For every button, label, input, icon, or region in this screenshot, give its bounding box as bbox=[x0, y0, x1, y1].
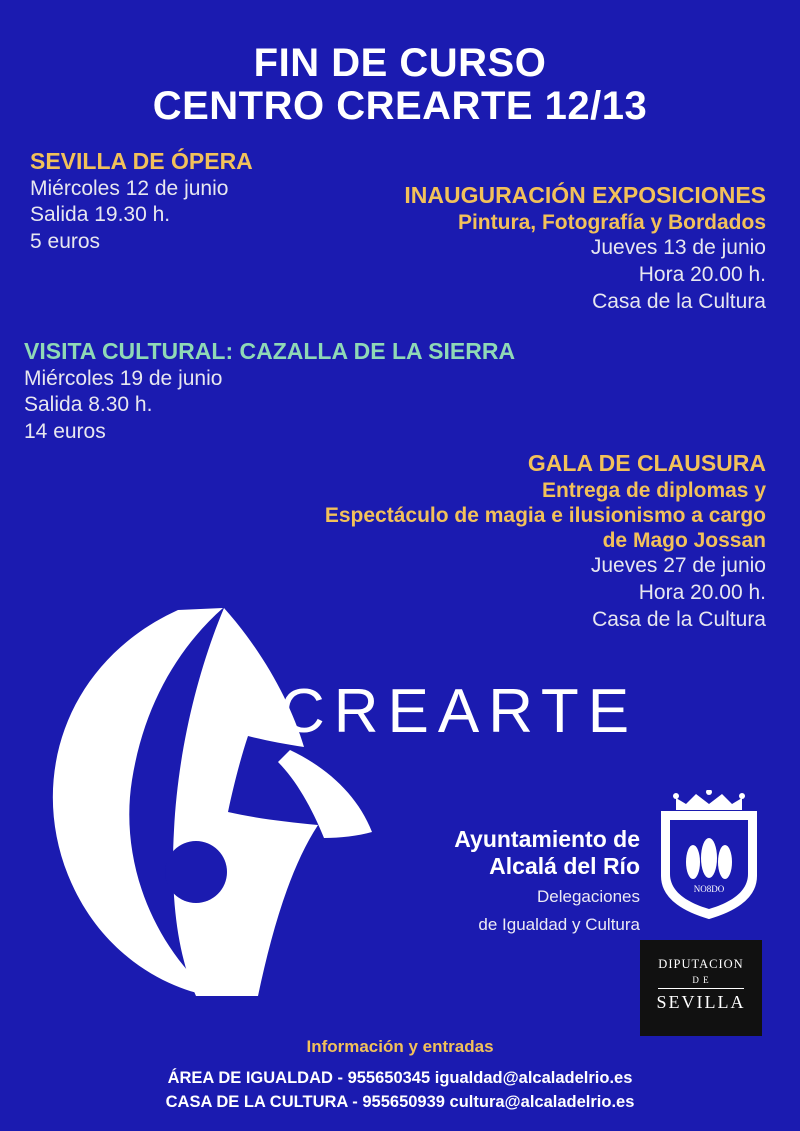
crearte-logo bbox=[28, 600, 648, 1000]
event-heading: GALA DE CLAUSURA bbox=[527, 450, 766, 476]
svg-text:NO8DO: NO8DO bbox=[693, 884, 725, 894]
event-place: Casa de la Cultura bbox=[592, 289, 766, 313]
event-date: Jueves 13 de junio bbox=[590, 235, 766, 259]
event-price: 5 euros bbox=[30, 230, 101, 254]
ayuntamiento-line-1: Ayuntamiento de bbox=[454, 826, 640, 852]
event-heading: VISITA CULTURAL: CAZALLA DE LA SIERRA bbox=[24, 338, 516, 364]
footer-contact-line-2: CASA DE LA CULTURA - 955650939 cultura@alcaladelrio.es bbox=[165, 1093, 635, 1112]
event-price: 14 euros bbox=[24, 420, 106, 444]
page-title bbox=[0, 42, 800, 128]
event-visita-cultural bbox=[24, 338, 515, 446]
event-heading: SEVILLA DE ÓPERA bbox=[30, 148, 253, 174]
event-time: Salida 19.30 h. bbox=[30, 203, 171, 227]
event-subheading-1: Entrega de diplomas y bbox=[541, 478, 766, 502]
event-date: Miércoles 19 de junio bbox=[24, 366, 223, 390]
diputacion-line-3: SEVILLA bbox=[656, 992, 746, 1012]
diputacion-line-1: DIPUTACION bbox=[658, 957, 744, 971]
footer-contact bbox=[0, 1037, 800, 1115]
diputacion-de-sevilla-logo bbox=[640, 940, 762, 1036]
event-heading: INAUGURACIÓN EXPOSICIONES bbox=[404, 182, 766, 208]
title-line-1: FIN DE CURSO bbox=[253, 41, 547, 85]
event-time: Hora 20.00 h. bbox=[638, 262, 766, 286]
footer-contact-line-1: ÁREA DE IGUALDAD - 955650345 igualdad@alcaladelrio.es bbox=[167, 1069, 633, 1088]
brand-wordmark: CREARTE bbox=[280, 677, 639, 746]
event-inauguracion-exposiciones bbox=[336, 182, 766, 315]
diputacion-line-2: D E bbox=[692, 975, 710, 985]
event-place: Casa de la Cultura bbox=[592, 607, 766, 631]
title-line-2: CENTRO CREARTE 12/13 bbox=[152, 84, 648, 129]
ayuntamiento-block bbox=[350, 826, 640, 935]
event-date: Jueves 27 de junio bbox=[590, 554, 766, 578]
coat-of-arms-icon bbox=[656, 790, 762, 920]
event-subheading-3: de Mago Jossan bbox=[602, 528, 766, 552]
event-date: Miércoles 12 de junio bbox=[30, 176, 229, 200]
ayuntamiento-line-4: de Igualdad y Cultura bbox=[478, 914, 640, 934]
event-time: Salida 8.30 h. bbox=[24, 393, 153, 417]
ayuntamiento-line-2: Alcalá del Río bbox=[489, 853, 640, 880]
footer-info-heading: Información y entradas bbox=[306, 1037, 494, 1057]
event-subheading: Pintura, Fotografía y Bordados bbox=[457, 210, 766, 234]
event-time: Hora 20.00 h. bbox=[638, 581, 766, 605]
event-sevilla-de-opera bbox=[30, 148, 253, 256]
ayuntamiento-line-3: Delegaciones bbox=[536, 887, 640, 907]
event-subheading-2: Espectáculo de magia e ilusionismo a cargo bbox=[324, 503, 766, 527]
crearte-logo-mark bbox=[28, 600, 648, 1000]
diputacion-divider bbox=[658, 988, 744, 989]
